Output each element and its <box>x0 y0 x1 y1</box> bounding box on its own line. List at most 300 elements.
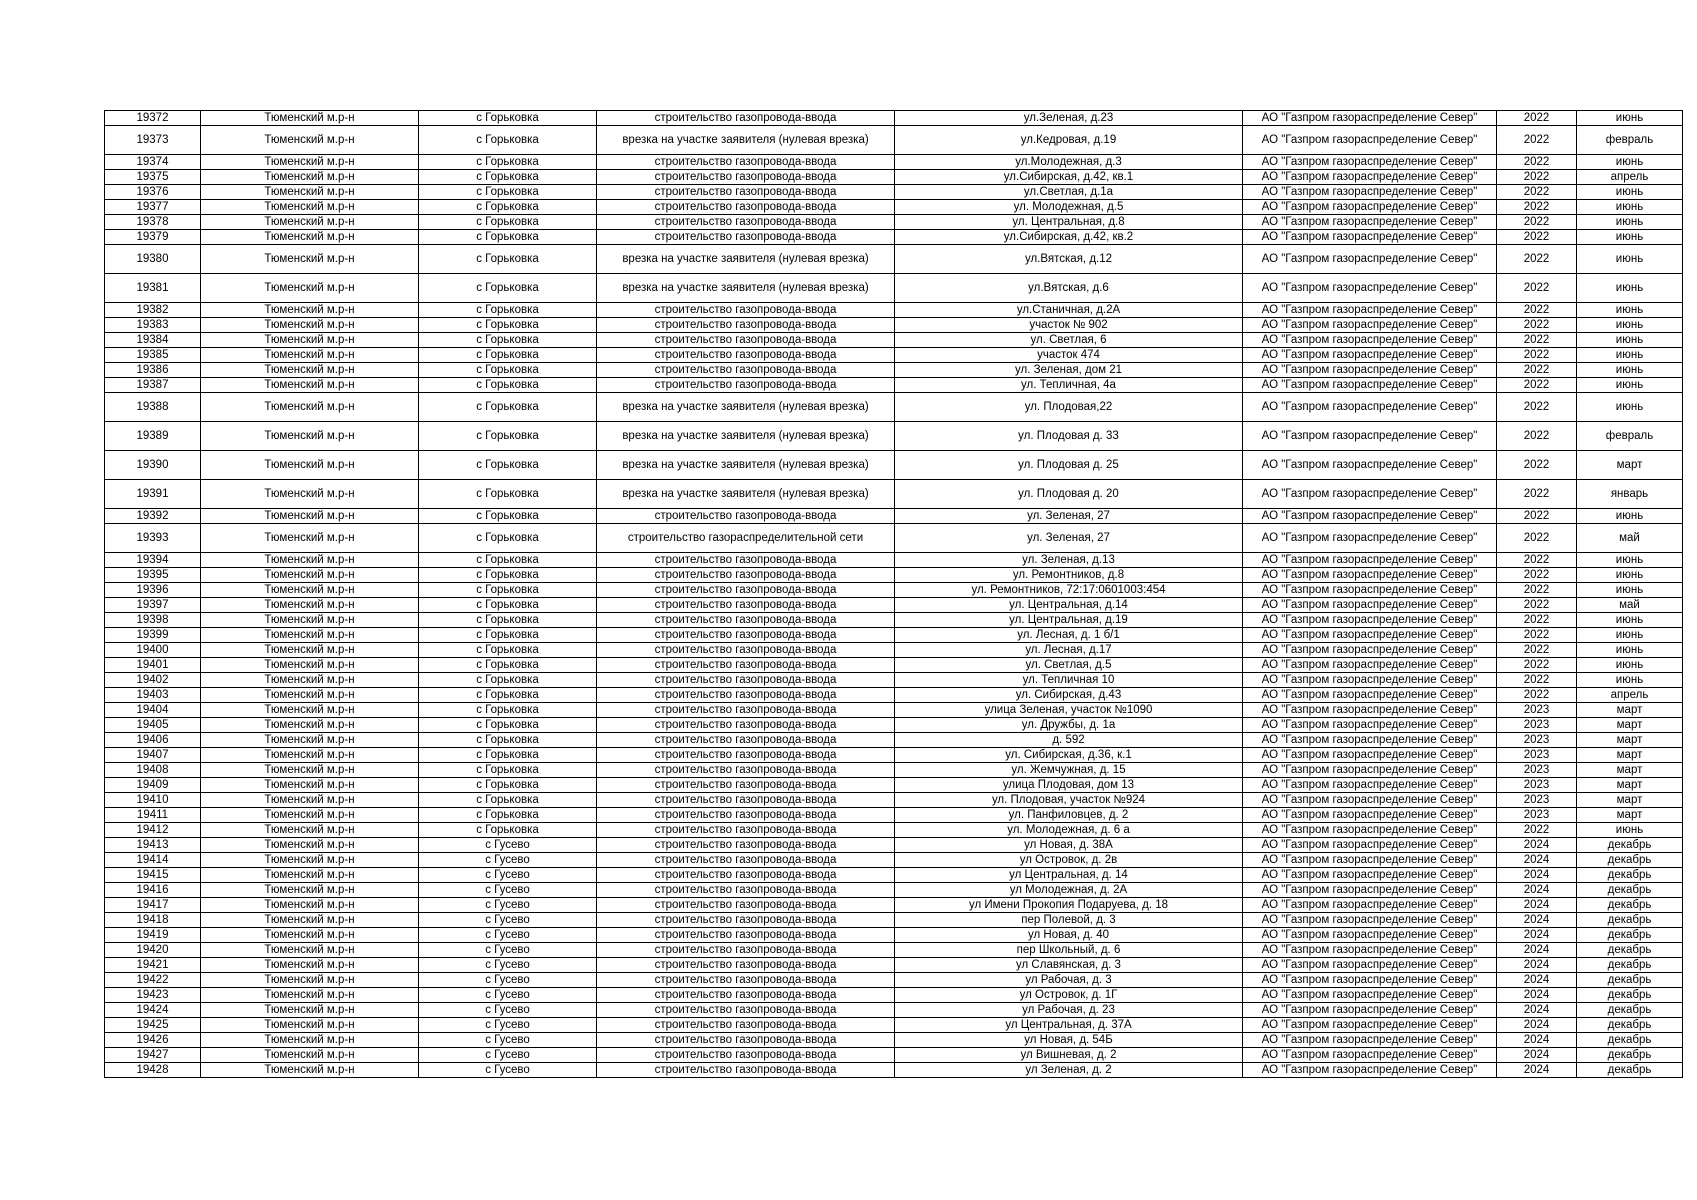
settlement-cell: с Горьковка <box>419 823 597 838</box>
table-row <box>105 509 1683 524</box>
district-cell: Тюменский м.р-н <box>201 170 419 185</box>
address-cell: ул. Зеленая, дом 21 <box>895 363 1243 378</box>
organization-cell: АО "Газпром газораспределение Север" <box>1243 451 1497 480</box>
table-row <box>105 763 1683 778</box>
settlement-cell: с Горьковка <box>419 703 597 718</box>
address-cell: улица Зеленая, участок №1090 <box>895 703 1243 718</box>
district-cell: Тюменский м.р-н <box>201 823 419 838</box>
address-cell: ул Новая, д. 38А <box>895 838 1243 853</box>
organization-cell: АО "Газпром газораспределение Север" <box>1243 823 1497 838</box>
organization-cell: АО "Газпром газораспределение Север" <box>1243 126 1497 155</box>
year-cell: 2024 <box>1497 838 1577 853</box>
year-cell: 2024 <box>1497 853 1577 868</box>
organization-cell: АО "Газпром газораспределение Север" <box>1243 853 1497 868</box>
address-cell: ул. Ремонтников, 72:17:0601003:454 <box>895 583 1243 598</box>
month-cell: июнь <box>1577 568 1683 583</box>
year-cell: 2022 <box>1497 111 1577 126</box>
work-type-cell: строительство газопровода-ввода <box>597 868 895 883</box>
work-type-cell: строительство газопровода-ввода <box>597 973 895 988</box>
month-cell: декабрь <box>1577 838 1683 853</box>
work-type-cell: строительство газопровода-ввода <box>597 658 895 673</box>
address-cell: ул. Молодежная, д. 6 а <box>895 823 1243 838</box>
year-cell: 2022 <box>1497 318 1577 333</box>
settlement-cell: с Горьковка <box>419 230 597 245</box>
row-number-cell: 19419 <box>105 928 201 943</box>
work-type-cell: строительство газопровода-ввода <box>597 318 895 333</box>
row-number-cell: 19375 <box>105 170 201 185</box>
table-row <box>105 898 1683 913</box>
settlement-cell: с Горьковка <box>419 673 597 688</box>
organization-cell: АО "Газпром газораспределение Север" <box>1243 1063 1497 1078</box>
year-cell: 2022 <box>1497 673 1577 688</box>
month-cell: июнь <box>1577 155 1683 170</box>
organization-cell: АО "Газпром газораспределение Север" <box>1243 673 1497 688</box>
month-cell: июнь <box>1577 378 1683 393</box>
organization-cell: АО "Газпром газораспределение Север" <box>1243 703 1497 718</box>
row-number-cell: 19422 <box>105 973 201 988</box>
year-cell: 2022 <box>1497 628 1577 643</box>
work-type-cell: строительство газопровода-ввода <box>597 185 895 200</box>
address-cell: ул. Ремонтников, д.8 <box>895 568 1243 583</box>
year-cell: 2022 <box>1497 333 1577 348</box>
table-row <box>105 838 1683 853</box>
work-type-cell: строительство газопровода-ввода <box>597 598 895 613</box>
district-cell: Тюменский м.р-н <box>201 1033 419 1048</box>
year-cell: 2022 <box>1497 200 1577 215</box>
settlement-cell: с Горьковка <box>419 583 597 598</box>
address-cell: ул Вишневая, д. 2 <box>895 1048 1243 1063</box>
organization-cell: АО "Газпром газораспределение Север" <box>1243 318 1497 333</box>
settlement-cell: с Горьковка <box>419 613 597 628</box>
month-cell: декабрь <box>1577 973 1683 988</box>
month-cell: декабрь <box>1577 913 1683 928</box>
month-cell: декабрь <box>1577 868 1683 883</box>
row-number-cell: 19387 <box>105 378 201 393</box>
organization-cell: АО "Газпром газораспределение Север" <box>1243 883 1497 898</box>
year-cell: 2022 <box>1497 451 1577 480</box>
table-row <box>105 973 1683 988</box>
address-cell: ул. Лесная, д. 1 б/1 <box>895 628 1243 643</box>
work-type-cell: строительство газопровода-ввода <box>597 613 895 628</box>
work-type-cell: строительство газопровода-ввода <box>597 1063 895 1078</box>
table-row <box>105 778 1683 793</box>
organization-cell: АО "Газпром газораспределение Север" <box>1243 928 1497 943</box>
settlement-cell: с Горьковка <box>419 480 597 509</box>
organization-cell: АО "Газпром газораспределение Север" <box>1243 480 1497 509</box>
district-cell: Тюменский м.р-н <box>201 643 419 658</box>
district-cell: Тюменский м.р-н <box>201 333 419 348</box>
work-type-cell: врезка на участке заявителя (нулевая врезка) <box>597 422 895 451</box>
year-cell: 2022 <box>1497 363 1577 378</box>
year-cell: 2023 <box>1497 808 1577 823</box>
table-row <box>105 703 1683 718</box>
district-cell: Тюменский м.р-н <box>201 598 419 613</box>
settlement-cell: с Горьковка <box>419 451 597 480</box>
year-cell: 2022 <box>1497 583 1577 598</box>
district-cell: Тюменский м.р-н <box>201 928 419 943</box>
address-cell: ул.Сибирская, д.42, кв.2 <box>895 230 1243 245</box>
settlement-cell: с Гусево <box>419 853 597 868</box>
table-row <box>105 808 1683 823</box>
district-cell: Тюменский м.р-н <box>201 1048 419 1063</box>
month-cell: март <box>1577 763 1683 778</box>
district-cell: Тюменский м.р-н <box>201 274 419 303</box>
table-row <box>105 200 1683 215</box>
settlement-cell: с Гусево <box>419 868 597 883</box>
work-type-cell: строительство газопровода-ввода <box>597 943 895 958</box>
year-cell: 2022 <box>1497 393 1577 422</box>
address-cell: ул. Лесная, д.17 <box>895 643 1243 658</box>
settlement-cell: с Горьковка <box>419 658 597 673</box>
month-cell: март <box>1577 748 1683 763</box>
month-cell: июнь <box>1577 274 1683 303</box>
settlement-cell: с Гусево <box>419 898 597 913</box>
settlement-cell: с Горьковка <box>419 733 597 748</box>
district-cell: Тюменский м.р-н <box>201 583 419 598</box>
table-row <box>105 658 1683 673</box>
month-cell: июнь <box>1577 185 1683 200</box>
year-cell: 2022 <box>1497 215 1577 230</box>
work-type-cell: врезка на участке заявителя (нулевая врезка) <box>597 274 895 303</box>
work-type-cell: строительство газопровода-ввода <box>597 883 895 898</box>
year-cell: 2022 <box>1497 658 1577 673</box>
address-cell: ул Молодежная, д. 2А <box>895 883 1243 898</box>
row-number-cell: 19395 <box>105 568 201 583</box>
district-cell: Тюменский м.р-н <box>201 613 419 628</box>
organization-cell: АО "Газпром газораспределение Север" <box>1243 200 1497 215</box>
address-cell: участок № 902 <box>895 318 1243 333</box>
organization-cell: АО "Газпром газораспределение Север" <box>1243 868 1497 883</box>
address-cell: ул. Светлая, д.5 <box>895 658 1243 673</box>
table-row <box>105 215 1683 230</box>
month-cell: июнь <box>1577 245 1683 274</box>
row-number-cell: 19403 <box>105 688 201 703</box>
work-type-cell: строительство газопровода-ввода <box>597 333 895 348</box>
address-cell: ул. Панфиловцев, д. 2 <box>895 808 1243 823</box>
address-cell: ул Рабочая, д. 3 <box>895 973 1243 988</box>
address-cell: ул Центральная, д. 14 <box>895 868 1243 883</box>
month-cell: июнь <box>1577 318 1683 333</box>
district-cell: Тюменский м.р-н <box>201 215 419 230</box>
registry-table <box>104 110 1683 1078</box>
organization-cell: АО "Газпром газораспределение Север" <box>1243 524 1497 553</box>
district-cell: Тюменский м.р-н <box>201 898 419 913</box>
organization-cell: АО "Газпром газораспределение Север" <box>1243 643 1497 658</box>
table-row <box>105 126 1683 155</box>
row-number-cell: 19378 <box>105 215 201 230</box>
row-number-cell: 19426 <box>105 1033 201 1048</box>
month-cell: декабрь <box>1577 958 1683 973</box>
year-cell: 2024 <box>1497 1048 1577 1063</box>
district-cell: Тюменский м.р-н <box>201 658 419 673</box>
month-cell: март <box>1577 451 1683 480</box>
organization-cell: АО "Газпром газораспределение Север" <box>1243 943 1497 958</box>
row-number-cell: 19392 <box>105 509 201 524</box>
district-cell: Тюменский м.р-н <box>201 808 419 823</box>
address-cell: ул Славянская, д. 3 <box>895 958 1243 973</box>
row-number-cell: 19397 <box>105 598 201 613</box>
year-cell: 2024 <box>1497 1018 1577 1033</box>
organization-cell: АО "Газпром газораспределение Север" <box>1243 393 1497 422</box>
month-cell: март <box>1577 733 1683 748</box>
district-cell: Тюменский м.р-н <box>201 318 419 333</box>
month-cell: декабрь <box>1577 853 1683 868</box>
district-cell: Тюменский м.р-н <box>201 1063 419 1078</box>
table-row <box>105 245 1683 274</box>
month-cell: февраль <box>1577 126 1683 155</box>
year-cell: 2024 <box>1497 1063 1577 1078</box>
month-cell: апрель <box>1577 688 1683 703</box>
year-cell: 2022 <box>1497 643 1577 658</box>
table-row <box>105 333 1683 348</box>
table-row <box>105 553 1683 568</box>
settlement-cell: с Горьковка <box>419 348 597 363</box>
table-row <box>105 673 1683 688</box>
settlement-cell: с Горьковка <box>419 318 597 333</box>
year-cell: 2022 <box>1497 303 1577 318</box>
district-cell: Тюменский м.р-н <box>201 230 419 245</box>
district-cell: Тюменский м.р-н <box>201 703 419 718</box>
row-number-cell: 19418 <box>105 913 201 928</box>
year-cell: 2022 <box>1497 155 1577 170</box>
organization-cell: АО "Газпром газораспределение Север" <box>1243 155 1497 170</box>
row-number-cell: 19394 <box>105 553 201 568</box>
settlement-cell: с Горьковка <box>419 748 597 763</box>
address-cell: ул Островок, д. 1Г <box>895 988 1243 1003</box>
address-cell: ул.Станичная, д.2А <box>895 303 1243 318</box>
settlement-cell: с Горьковка <box>419 126 597 155</box>
district-cell: Тюменский м.р-н <box>201 111 419 126</box>
address-cell: ул. Зеленая, 27 <box>895 509 1243 524</box>
organization-cell: АО "Газпром газораспределение Север" <box>1243 718 1497 733</box>
year-cell: 2023 <box>1497 703 1577 718</box>
address-cell: участок 474 <box>895 348 1243 363</box>
district-cell: Тюменский м.р-н <box>201 363 419 378</box>
address-cell: пер Полевой, д. 3 <box>895 913 1243 928</box>
organization-cell: АО "Газпром газораспределение Север" <box>1243 1048 1497 1063</box>
table-row <box>105 185 1683 200</box>
address-cell: ул.Вятская, д.6 <box>895 274 1243 303</box>
settlement-cell: с Горьковка <box>419 170 597 185</box>
month-cell: декабрь <box>1577 883 1683 898</box>
row-number-cell: 19405 <box>105 718 201 733</box>
table-row <box>105 230 1683 245</box>
table-row <box>105 628 1683 643</box>
table-row <box>105 378 1683 393</box>
row-number-cell: 19421 <box>105 958 201 973</box>
settlement-cell: с Гусево <box>419 838 597 853</box>
address-cell: ул. Плодовая,22 <box>895 393 1243 422</box>
table-row <box>105 1063 1683 1078</box>
table-row <box>105 111 1683 126</box>
row-number-cell: 19380 <box>105 245 201 274</box>
organization-cell: АО "Газпром газораспределение Север" <box>1243 348 1497 363</box>
district-cell: Тюменский м.р-н <box>201 763 419 778</box>
row-number-cell: 19404 <box>105 703 201 718</box>
district-cell: Тюменский м.р-н <box>201 1003 419 1018</box>
year-cell: 2024 <box>1497 973 1577 988</box>
district-cell: Тюменский м.р-н <box>201 155 419 170</box>
month-cell: март <box>1577 703 1683 718</box>
row-number-cell: 19406 <box>105 733 201 748</box>
district-cell: Тюменский м.р-н <box>201 348 419 363</box>
month-cell: январь <box>1577 480 1683 509</box>
organization-cell: АО "Газпром газораспределение Север" <box>1243 378 1497 393</box>
row-number-cell: 19410 <box>105 793 201 808</box>
organization-cell: АО "Газпром газораспределение Север" <box>1243 688 1497 703</box>
month-cell: декабрь <box>1577 1048 1683 1063</box>
address-cell: ул. Дружбы, д. 1а <box>895 718 1243 733</box>
month-cell: декабрь <box>1577 988 1683 1003</box>
table-row <box>105 943 1683 958</box>
row-number-cell: 19424 <box>105 1003 201 1018</box>
table-row <box>105 733 1683 748</box>
district-cell: Тюменский м.р-н <box>201 451 419 480</box>
table-row <box>105 958 1683 973</box>
work-type-cell: строительство газопровода-ввода <box>597 748 895 763</box>
year-cell: 2022 <box>1497 245 1577 274</box>
district-cell: Тюменский м.р-н <box>201 673 419 688</box>
year-cell: 2022 <box>1497 524 1577 553</box>
district-cell: Тюменский м.р-н <box>201 553 419 568</box>
month-cell: март <box>1577 718 1683 733</box>
organization-cell: АО "Газпром газораспределение Север" <box>1243 1033 1497 1048</box>
organization-cell: АО "Газпром газораспределение Север" <box>1243 988 1497 1003</box>
address-cell: ул Рабочая, д. 23 <box>895 1003 1243 1018</box>
work-type-cell: строительство газопровода-ввода <box>597 170 895 185</box>
month-cell: июнь <box>1577 348 1683 363</box>
district-cell: Тюменский м.р-н <box>201 838 419 853</box>
settlement-cell: с Горьковка <box>419 643 597 658</box>
district-cell: Тюменский м.р-н <box>201 628 419 643</box>
row-number-cell: 19376 <box>105 185 201 200</box>
organization-cell: АО "Газпром газораспределение Север" <box>1243 808 1497 823</box>
year-cell: 2024 <box>1497 1033 1577 1048</box>
table-row <box>105 568 1683 583</box>
table-row <box>105 318 1683 333</box>
district-cell: Тюменский м.р-н <box>201 868 419 883</box>
settlement-cell: с Гусево <box>419 883 597 898</box>
year-cell: 2022 <box>1497 598 1577 613</box>
table-row <box>105 348 1683 363</box>
address-cell: ул. Жемчужная, д. 15 <box>895 763 1243 778</box>
table-row <box>105 643 1683 658</box>
district-cell: Тюменский м.р-н <box>201 245 419 274</box>
row-number-cell: 19379 <box>105 230 201 245</box>
settlement-cell: с Горьковка <box>419 215 597 230</box>
row-number-cell: 19390 <box>105 451 201 480</box>
work-type-cell: строительство газопровода-ввода <box>597 838 895 853</box>
table-row <box>105 524 1683 553</box>
address-cell: ул Зеленая, д. 2 <box>895 1063 1243 1078</box>
month-cell: июнь <box>1577 673 1683 688</box>
month-cell: май <box>1577 598 1683 613</box>
row-number-cell: 19417 <box>105 898 201 913</box>
organization-cell: АО "Газпром газораспределение Север" <box>1243 1018 1497 1033</box>
month-cell: июнь <box>1577 393 1683 422</box>
row-number-cell: 19393 <box>105 524 201 553</box>
work-type-cell: врезка на участке заявителя (нулевая врезка) <box>597 126 895 155</box>
address-cell: ул. Зеленая, д.13 <box>895 553 1243 568</box>
year-cell: 2024 <box>1497 958 1577 973</box>
address-cell: ул. Сибирская, д.36, к.1 <box>895 748 1243 763</box>
row-number-cell: 19427 <box>105 1048 201 1063</box>
settlement-cell: с Горьковка <box>419 393 597 422</box>
organization-cell: АО "Газпром газораспределение Север" <box>1243 333 1497 348</box>
organization-cell: АО "Газпром газораспределение Север" <box>1243 958 1497 973</box>
settlement-cell: с Горьковка <box>419 763 597 778</box>
organization-cell: АО "Газпром газораспределение Север" <box>1243 913 1497 928</box>
year-cell: 2024 <box>1497 913 1577 928</box>
organization-cell: АО "Газпром газораспределение Север" <box>1243 973 1497 988</box>
row-number-cell: 19409 <box>105 778 201 793</box>
table-row <box>105 1003 1683 1018</box>
address-cell: ул. Сибирская, д.43 <box>895 688 1243 703</box>
organization-cell: АО "Газпром газораспределение Север" <box>1243 583 1497 598</box>
month-cell: июнь <box>1577 628 1683 643</box>
organization-cell: АО "Газпром газораспределение Север" <box>1243 422 1497 451</box>
year-cell: 2024 <box>1497 943 1577 958</box>
district-cell: Тюменский м.р-н <box>201 883 419 898</box>
work-type-cell: строительство газопровода-ввода <box>597 155 895 170</box>
work-type-cell: врезка на участке заявителя (нулевая врезка) <box>597 451 895 480</box>
row-number-cell: 19413 <box>105 838 201 853</box>
year-cell: 2022 <box>1497 613 1577 628</box>
address-cell: ул Центральная, д. 37А <box>895 1018 1243 1033</box>
work-type-cell: строительство газопровода-ввода <box>597 778 895 793</box>
row-number-cell: 19372 <box>105 111 201 126</box>
district-cell: Тюменский м.р-н <box>201 422 419 451</box>
month-cell: март <box>1577 808 1683 823</box>
row-number-cell: 19408 <box>105 763 201 778</box>
table-row <box>105 613 1683 628</box>
district-cell: Тюменский м.р-н <box>201 480 419 509</box>
settlement-cell: с Горьковка <box>419 688 597 703</box>
month-cell: июнь <box>1577 553 1683 568</box>
work-type-cell: строительство газопровода-ввода <box>597 1048 895 1063</box>
work-type-cell: строительство газопровода-ввода <box>597 363 895 378</box>
settlement-cell: с Горьковка <box>419 333 597 348</box>
work-type-cell: строительство газопровода-ввода <box>597 688 895 703</box>
organization-cell: АО "Газпром газораспределение Север" <box>1243 170 1497 185</box>
work-type-cell: строительство газопровода-ввода <box>597 1033 895 1048</box>
row-number-cell: 19401 <box>105 658 201 673</box>
settlement-cell: с Гусево <box>419 1048 597 1063</box>
row-number-cell: 19388 <box>105 393 201 422</box>
row-number-cell: 19416 <box>105 883 201 898</box>
organization-cell: АО "Газпром газораспределение Север" <box>1243 509 1497 524</box>
organization-cell: АО "Газпром газораспределение Север" <box>1243 363 1497 378</box>
table-row <box>105 853 1683 868</box>
table-row <box>105 1018 1683 1033</box>
address-cell: ул.Кедровая, д.19 <box>895 126 1243 155</box>
work-type-cell: строительство газопровода-ввода <box>597 793 895 808</box>
settlement-cell: с Гусево <box>419 928 597 943</box>
organization-cell: АО "Газпром газораспределение Север" <box>1243 838 1497 853</box>
address-cell: ул.Сибирская, д.42, кв.1 <box>895 170 1243 185</box>
work-type-cell: строительство газопровода-ввода <box>597 718 895 733</box>
work-type-cell: строительство газопровода-ввода <box>597 303 895 318</box>
settlement-cell: с Горьковка <box>419 422 597 451</box>
settlement-cell: с Гусево <box>419 1003 597 1018</box>
row-number-cell: 19385 <box>105 348 201 363</box>
settlement-cell: с Горьковка <box>419 185 597 200</box>
row-number-cell: 19384 <box>105 333 201 348</box>
table-body <box>105 111 1683 1078</box>
organization-cell: АО "Газпром газораспределение Север" <box>1243 230 1497 245</box>
address-cell: ул.Вятская, д.12 <box>895 245 1243 274</box>
settlement-cell: с Горьковка <box>419 378 597 393</box>
